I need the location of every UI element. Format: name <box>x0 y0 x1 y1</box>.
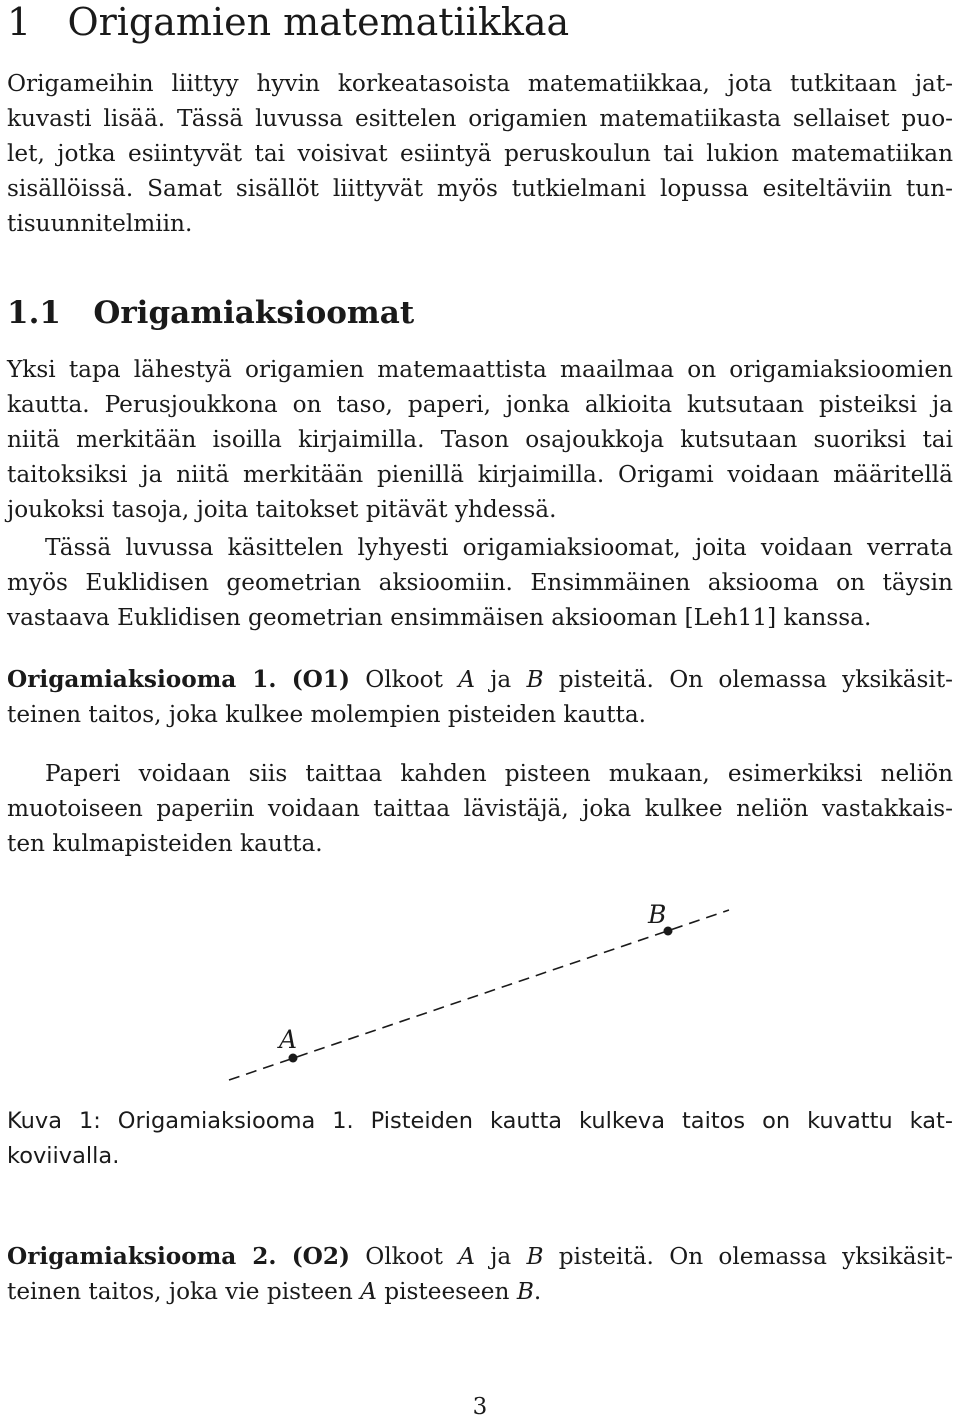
point-a-symbol: A <box>458 1243 475 1270</box>
para3-line: ten kulmapisteiden kautta. <box>7 830 323 857</box>
para1-line: Yksi tapa lähestyä origamien matemaattista maailmaa on origamiaksioomien <box>7 356 953 383</box>
paragraph-2 <box>7 530 953 635</box>
subsection-title: Origamiaksioomat <box>93 295 415 331</box>
intro-line: let, jotka esiintyvät tai voisivat esiintyä peruskoulun tai lukion matematiikan <box>7 140 953 167</box>
para1-line: joukoksi tasoja, joita taitokset pitävät yhdessä. <box>7 496 557 523</box>
intro-line: tisuunnitelmiin. <box>7 210 193 237</box>
section-title: Origamien matematiikkaa <box>67 0 570 44</box>
point-a-symbol: A <box>360 1278 377 1305</box>
dashed-fold-line <box>229 910 729 1080</box>
axiom2-text: Olkoot <box>365 1243 459 1270</box>
axiom1-line: teinen taitos, joka kulkee molempien pisteiden kautta. <box>7 701 647 728</box>
axiom-1 <box>7 662 953 732</box>
axiom1-line <box>7 662 953 697</box>
point-b-symbol: B <box>526 666 544 693</box>
section-heading <box>7 0 569 44</box>
intro-line: sisällöissä. Samat sisällöt liittyvät myös tutkielmani lopussa esiteltäviin tun- <box>7 175 953 202</box>
paragraph-3 <box>7 756 953 861</box>
intro-line: kuvasti lisää. Tässä luvussa esittelen origamien matematiikasta sellaiset puo- <box>7 105 953 132</box>
section-number: 1 <box>7 0 32 44</box>
para2-line: Tässä luvussa käsittelen lyhyesti origamiaksioomat, joita voidaan verrata <box>45 534 953 561</box>
intro-line: Origameihin liittyy hyvin korkeatasoista matematiikkaa, jota tutkitaan jat- <box>7 70 953 97</box>
point-a-symbol: A <box>458 666 475 693</box>
point-b-symbol: B <box>516 1278 534 1305</box>
para1-line: taitoksiksi ja niitä merkitään pienillä kirjaimilla. Origami voidaan määritellä <box>7 461 953 488</box>
axiom2-line <box>7 1239 953 1274</box>
point-a-label: A <box>279 1025 298 1054</box>
axiom1-tag: (O1) <box>291 666 350 693</box>
axiom2-text: pisteitä. On olemassa yksikäsit- <box>543 1243 953 1270</box>
para2-line: vastaava Euklidisen geometrian ensimmäisen aksiooman [Leh11] kanssa. <box>7 604 872 631</box>
para3-line: Paperi voidaan siis taittaa kahden pisteen mukaan, esimerkiksi neliön <box>45 760 953 787</box>
subsection-heading <box>7 294 414 332</box>
page-number: 3 <box>472 1394 488 1420</box>
axiom2-tag: (O2) <box>291 1243 350 1270</box>
axiom1-text: ja <box>474 666 527 693</box>
fold-diagram <box>7 880 953 1110</box>
para1-line: kautta. Perusjoukkona on taso, paperi, jonka alkioita kutsutaan pisteiksi ja <box>7 391 953 418</box>
figure-fold-through-points <box>7 880 953 1110</box>
axiom1-text: Olkoot <box>365 666 459 693</box>
para2-line: myös Euklidisen geometrian aksioomiin. Ensimmäinen aksiooma on täysin <box>7 569 953 596</box>
para1-line: niitä merkitään isoilla kirjaimilla. Tason osajoukkoja kutsutaan suoriksi tai <box>7 426 953 453</box>
caption-line: koviivalla. <box>7 1143 120 1169</box>
point-b-label: B <box>648 900 667 929</box>
axiom2-text: teinen taitos, joka vie pisteen <box>7 1278 361 1305</box>
caption-line: Kuva 1: Origamiaksiooma 1. Pisteiden kautta kulkeva taitos on kuvattu kat- <box>7 1108 953 1134</box>
figure-caption <box>7 1104 953 1174</box>
point-b-symbol: B <box>526 1243 544 1270</box>
intro-paragraph <box>7 66 953 241</box>
axiom2-text: ja <box>474 1243 527 1270</box>
axiom-2 <box>7 1239 953 1309</box>
point-a-dot <box>289 1054 298 1063</box>
para3-line: muotoiseen paperiin voidaan taittaa lävistäjä, joka kulkee neliön vastakkais- <box>7 795 953 822</box>
subsection-number: 1.1 <box>7 295 61 331</box>
axiom1-text: pisteitä. On olemassa yksikäsit- <box>543 666 953 693</box>
axiom1-label: Origamiaksiooma 1. <box>7 666 277 693</box>
paragraph-1 <box>7 352 953 527</box>
axiom2-text: pisteeseen <box>376 1278 517 1305</box>
axiom2-label: Origamiaksiooma 2. <box>7 1243 277 1270</box>
axiom2-line <box>7 1274 953 1309</box>
axiom2-text: . <box>533 1278 542 1305</box>
